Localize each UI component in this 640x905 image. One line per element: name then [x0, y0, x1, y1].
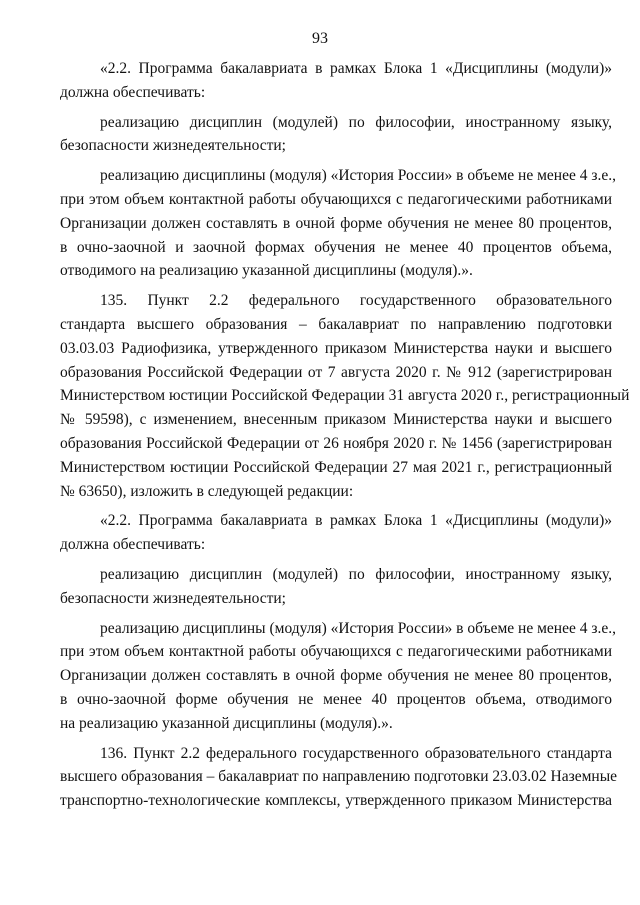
text-line: Организации должен составлять в очной форме обучения не менее 80 процентов, — [60, 667, 612, 685]
text-line: стандарта высшего образования – бакалавриат по направлению подготовки — [60, 315, 612, 333]
text-line: Министерством юстиции Российской Федерации 27 мая 2021 г., регистрационный — [60, 458, 612, 476]
page-number: 93 — [312, 30, 328, 47]
document-body — [60, 57, 630, 813]
paragraph — [60, 111, 612, 159]
text-line: при этом объем контактной работы обучающихся с педагогическими работниками — [60, 643, 612, 661]
paragraph — [60, 164, 616, 283]
text-line: высшего образования – бакалавриат по направлению подготовки 23.03.02 Наземные — [60, 768, 617, 786]
text-line: образования Российской Федерации от 7 августа 2020 г. № 912 (зарегистрирован — [60, 363, 612, 381]
text-line: на реализацию указанной дисциплины (модуля).». — [60, 714, 393, 732]
text-line: 135. Пункт 2.2 федерального государственного образовательного — [100, 292, 612, 310]
paragraph — [60, 617, 616, 736]
text-line: безопасности жизнедеятельности; — [60, 589, 286, 607]
text-line: должна обеспечивать: — [60, 536, 206, 554]
paragraph — [60, 742, 617, 813]
text-line: в очно-заочной форме обучения не менее 40 процентов объема, отводимого — [60, 690, 612, 708]
text-line: № 59598), с изменением, внесенным приказом Министерства науки и высшего — [60, 411, 612, 429]
paragraph — [60, 57, 612, 105]
text-line: при этом объем контактной работы обучающихся с педагогическими работниками — [60, 190, 612, 208]
text-line: 136. Пункт 2.2 федерального государственного образовательного стандарта — [100, 744, 612, 762]
text-line: образования Российской Федерации от 26 ноября 2020 г. № 1456 (зарегистрирован — [60, 434, 612, 452]
text-line: № 63650), изложить в следующей редакции: — [60, 482, 354, 500]
text-line: в очно-заочной и заочной формах обучения не менее 40 процентов объема, — [60, 238, 612, 256]
text-line: отводимого на реализацию указанной дисциплины (модуля).». — [60, 262, 473, 280]
text-line: реализацию дисциплин (модулей) по философии, иностранному языку, — [100, 565, 612, 583]
paragraph — [60, 289, 630, 503]
text-line: безопасности жизнедеятельности; — [60, 137, 286, 155]
paragraph — [60, 563, 612, 611]
text-line: «2.2. Программа бакалавриата в рамках Блока 1 «Дисциплины (модули)» — [100, 60, 612, 77]
paragraph — [60, 509, 612, 557]
text-line: реализацию дисциплины (модуля) «История России» в объеме не менее 4 з.е., — [100, 619, 616, 637]
text-line: Министерством юстиции Российской Федерации 31 августа 2020 г., регистрационный — [60, 387, 630, 405]
text-line: реализацию дисциплин (модулей) по философии, иностранному языку, — [100, 113, 612, 131]
text-line: должна обеспечивать: — [60, 83, 206, 101]
text-line: Организации должен составлять в очной форме обучения не менее 80 процентов, — [60, 214, 612, 232]
text-line: реализацию дисциплины (модуля) «История России» в объеме не менее 4 з.е., — [100, 167, 616, 185]
text-line: 03.03.03 Радиофизика, утвержденного приказом Министерства науки и высшего — [60, 339, 612, 357]
text-line: «2.2. Программа бакалавриата в рамках Блока 1 «Дисциплины (модули)» — [100, 512, 612, 530]
text-line: транспортно-технологические комплексы, утвержденного приказом Министерства — [60, 792, 612, 810]
